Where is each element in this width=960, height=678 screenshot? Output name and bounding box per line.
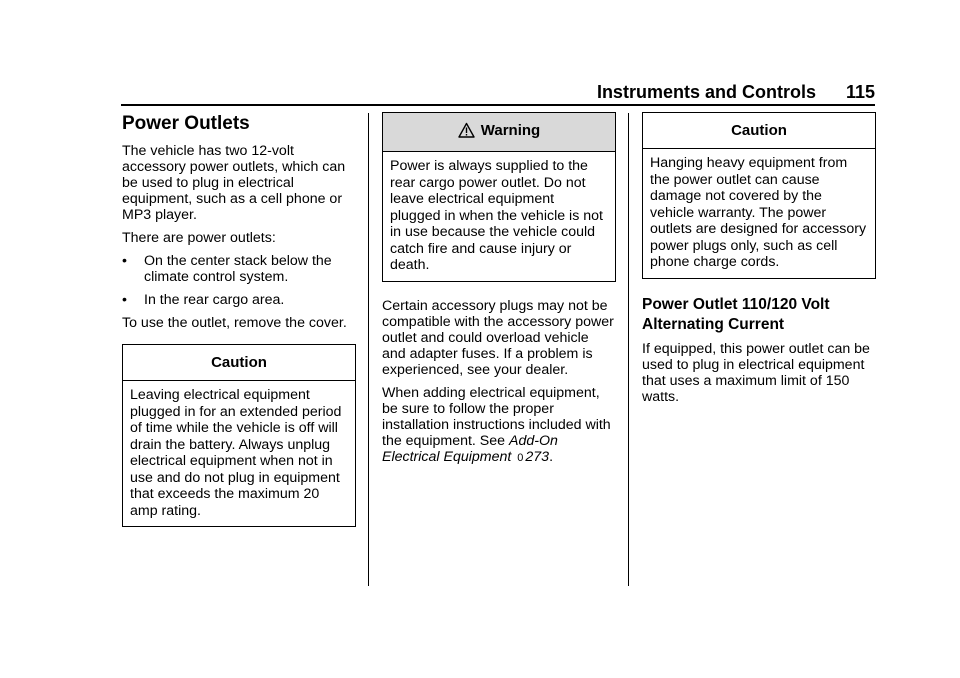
page-ref-arrow: 0 [517,451,524,464]
warning-header [383,113,615,152]
list-item-text: In the rear cargo area. [144,292,285,308]
list-item [122,292,356,308]
column-middle [382,112,616,473]
section-title: Instruments and Controls [596,82,816,102]
caution-box [642,112,876,279]
column-divider [368,113,369,586]
page-number: 115 [845,82,875,102]
column-left [122,106,356,527]
use-paragraph: To use the outlet, remove the cover. [122,315,347,331]
caution-body: Leaving electrical equipment plugged in for an extended period of time while the vehicle is off will drain the battery. Always unplug electrical equipment when not in use and do not plug in equipment that exceeds the maximum 20 amp rating. [123,380,355,526]
compat-paragraph: Certain accessory plugs may not be compatible with the accessory power outlet and could overload vehicle and adapter fuses. If a problem is experienced, see your dealer. [382,297,614,378]
xref-link[interactable]: Add-On Electrical Equipment [382,432,558,465]
install-text: When adding electrical equipment, be sure to follow the proper installation instructions included with the equipment. See [382,384,611,449]
warning-heading: Warning [480,122,541,139]
list-intro: There are power outlets: [122,230,276,246]
page-header [560,80,875,104]
column-right [642,112,876,412]
install-paragraph [382,385,616,466]
caution-heading: Caution [731,122,787,139]
bullet-mark: • [122,292,127,308]
ac-outlet-paragraph: If equipped, this power outlet can be used to plug in electrical equipment that uses a maximum limit of 150 watts. [642,340,870,405]
caution-body: Hanging heavy equipment from the power outlet can cause damage not covered by the vehicle warranty. The power outlets are designed for accessory power plugs only, such as cell phone charge cords. [643,148,875,278]
list-item [122,253,356,285]
intro-paragraph: The vehicle has two 12-volt accessory power outlets, which can be used to plug in electrical equipment, such as a cell phone or MP3 player. [122,143,346,223]
bullet-mark: • [122,253,127,269]
install-end: . [549,448,554,465]
warning-box [382,112,616,282]
warning-body: Power is always supplied to the rear cargo power outlet. Do not leave electrical equipment plugged in when the vehicle is not in use because the vehicle could catch fire and cause injury or death. [390,158,603,273]
warning-triangle-icon [458,122,475,145]
xref-page[interactable]: 273 [525,448,550,465]
column-divider [628,113,629,586]
caution-box [122,344,356,527]
section-heading: Power Outlets [122,113,250,134]
caution-heading: Caution [211,354,267,371]
list-item-text: On the center stack below the climate control system. [144,253,332,285]
subsection-heading: Power Outlet 110/120 Volt Alternating Current [642,295,830,333]
